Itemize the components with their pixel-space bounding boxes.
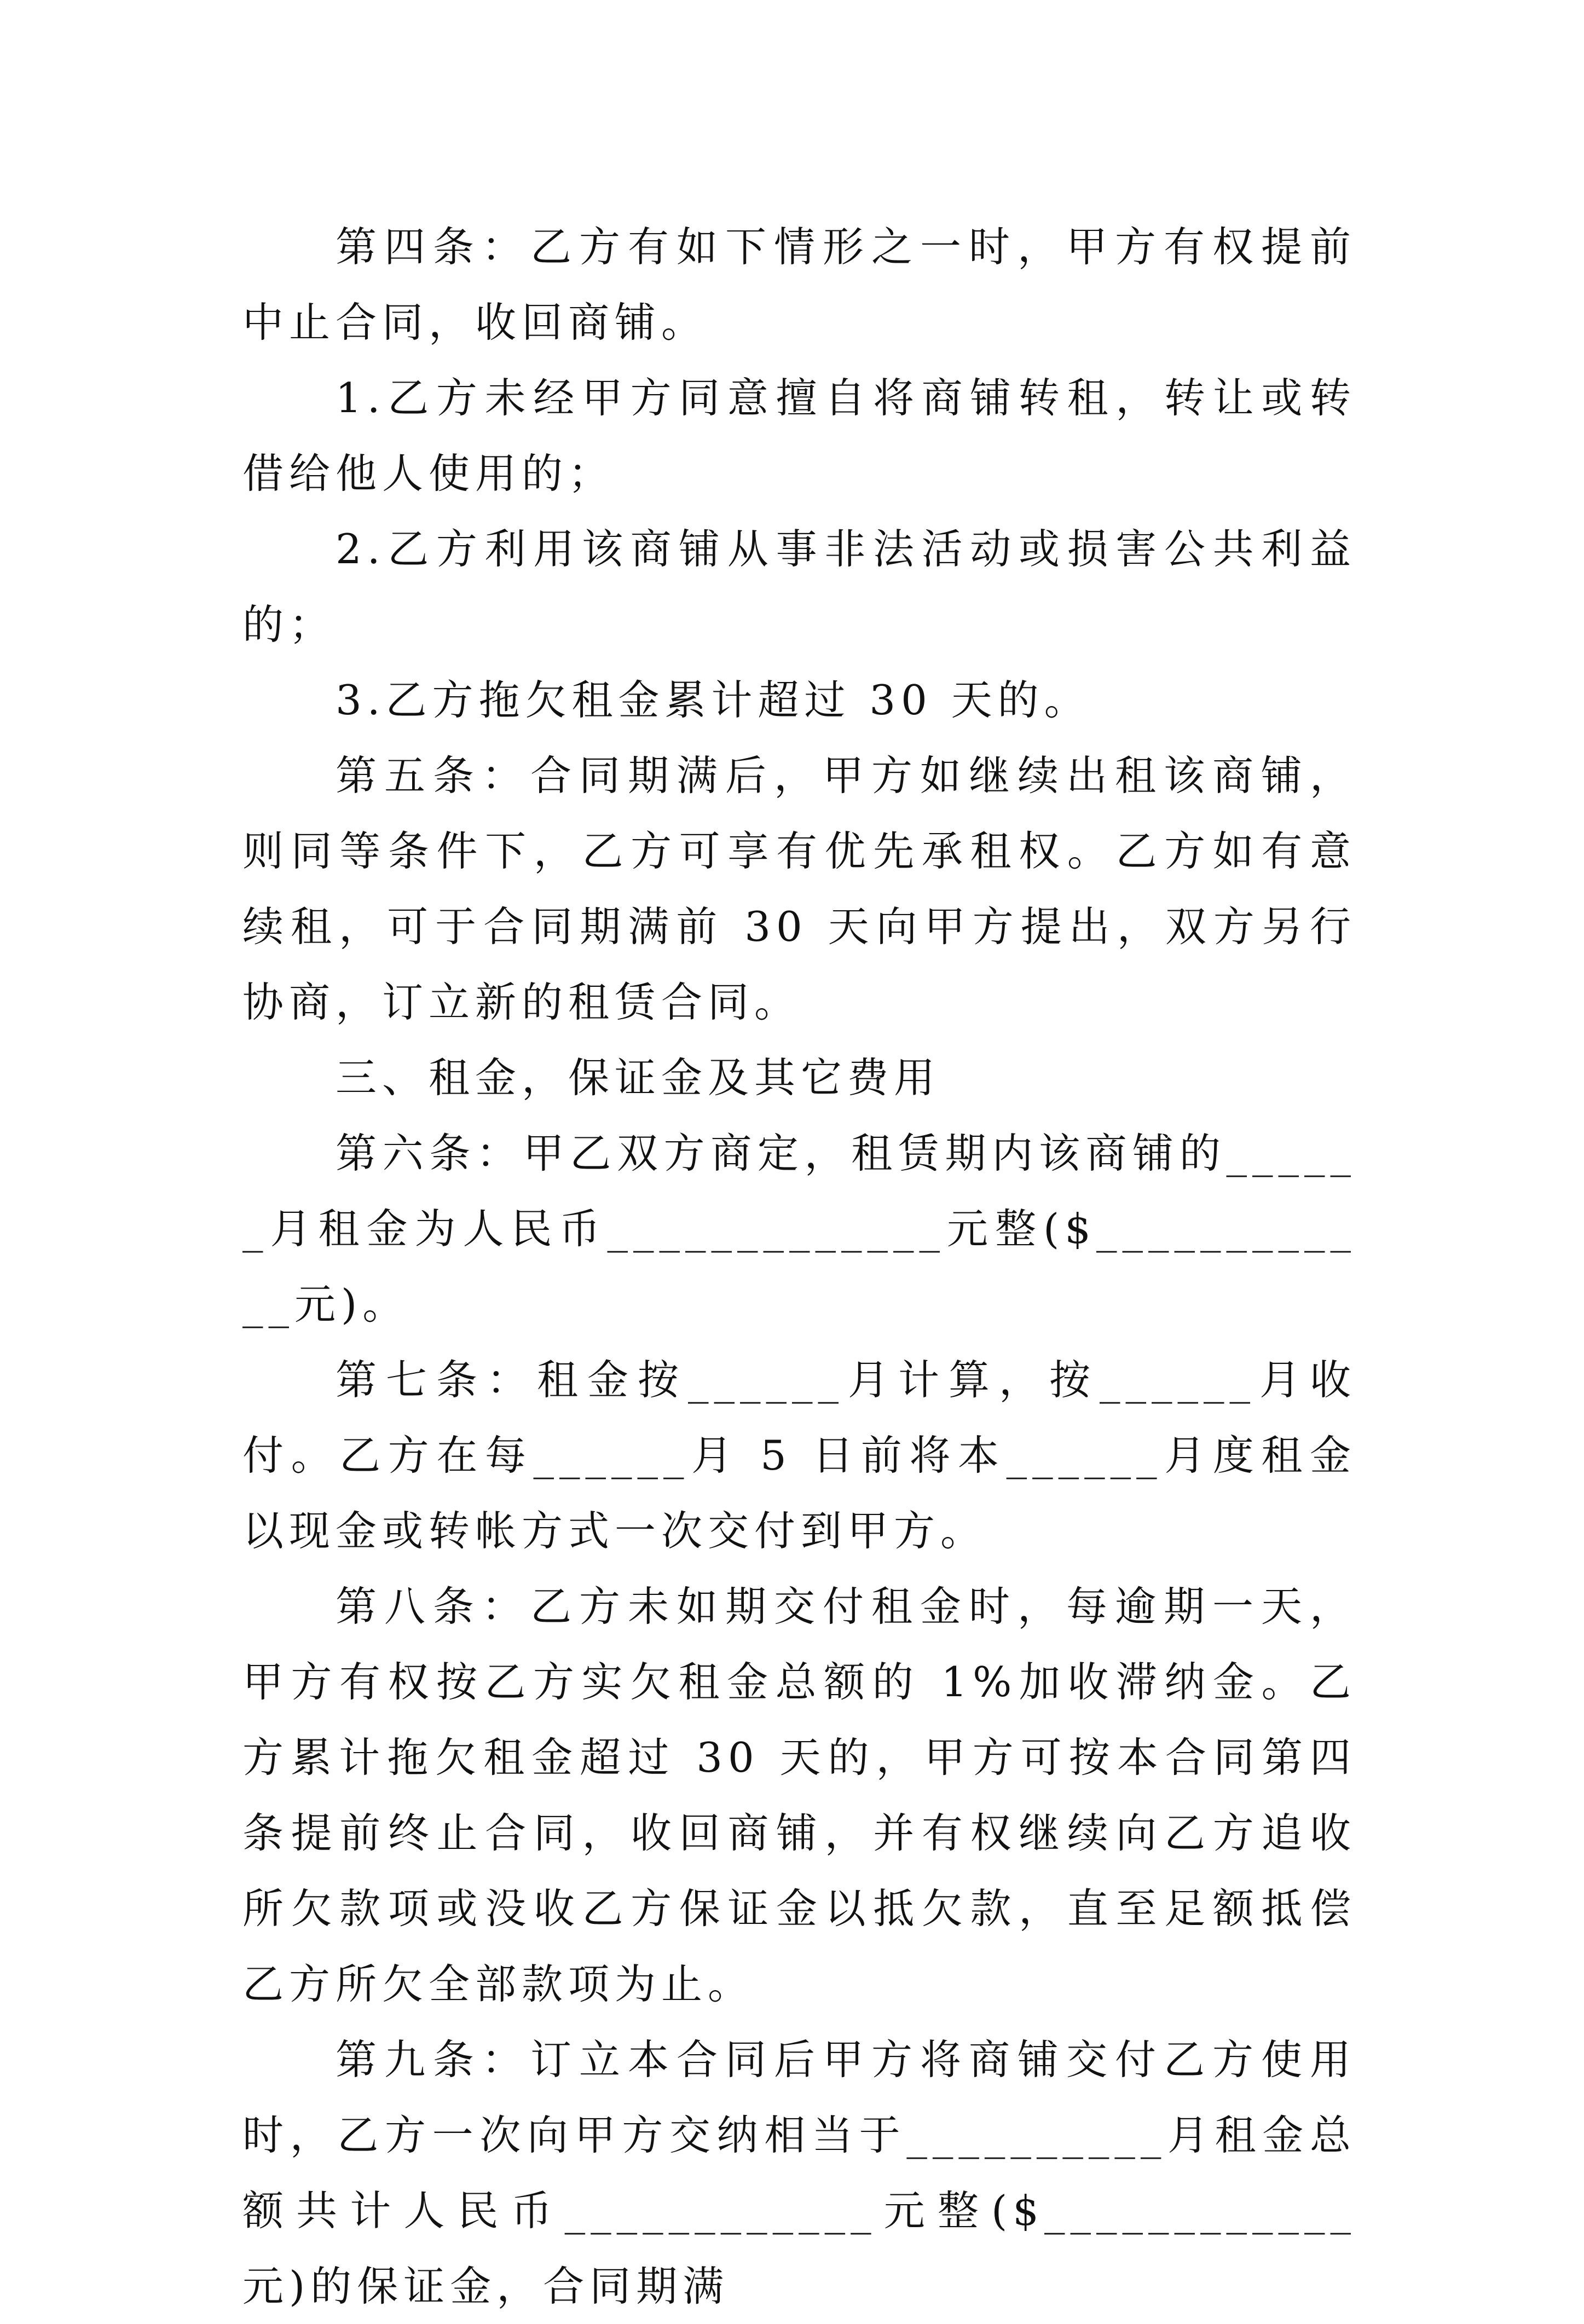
clause-4-paragraph: 第四条：乙方有如下情形之一时，甲方有权提前中止合同，收回商铺。 — [242, 223, 1356, 346]
clause-4-item-3: 3.乙方拖欠租金累计超过 30 天的。 — [336, 676, 1091, 724]
contract-text — [242, 209, 1356, 2324]
clause-6-paragraph: 第六条：甲乙双方商定，租赁期内该商铺的______月租金为人民币_____________元整($____________元)。 — [242, 1129, 1356, 1328]
clause-7-paragraph: 第七条：租金按______月计算，按______月收付。乙方在每______月 5 日前将本______月度租金以现金或转帐方式一次交付到甲方。 — [242, 1356, 1356, 1555]
clause-5-paragraph: 第五条：合同期满后，甲方如继续出租该商铺，则同等条件下，乙方可享有优先承租权。乙方如有意续租，可于合同期满前 30 天向甲方提出，双方另行协商，订立新的租赁合同。 — [242, 751, 1356, 1026]
clause-4-item-2: 2.乙方利用该商铺从事非法活动或损害公共利益的； — [242, 525, 1356, 649]
section-3-heading: 三、租金，保证金及其它费用 — [336, 1054, 941, 1102]
clause-9-paragraph: 第九条：订立本合同后甲方将商铺交付乙方使用时，乙方一次向甲方交纳相当于__________月租金总额共计人民币____________元整($____________元)的保证金，合同期满 — [242, 2036, 1356, 2310]
clause-4-item-1: 1.乙方未经甲方同意擅自将商铺转租，转让或转借给他人使用的； — [242, 374, 1356, 498]
clause-8-paragraph: 第八条：乙方未如期交付租金时，每逾期一天，甲方有权按乙方实欠租金总额的 1%加收滞纳金。乙方累计拖欠租金超过 30 天的，甲方可按本合同第四条提前终止合同，收回商铺，并有权继续向乙方追收所欠款项或没收乙方保证金以抵欠款，直至足额抵偿乙方所欠全部款项为止。 — [242, 1582, 1356, 2008]
